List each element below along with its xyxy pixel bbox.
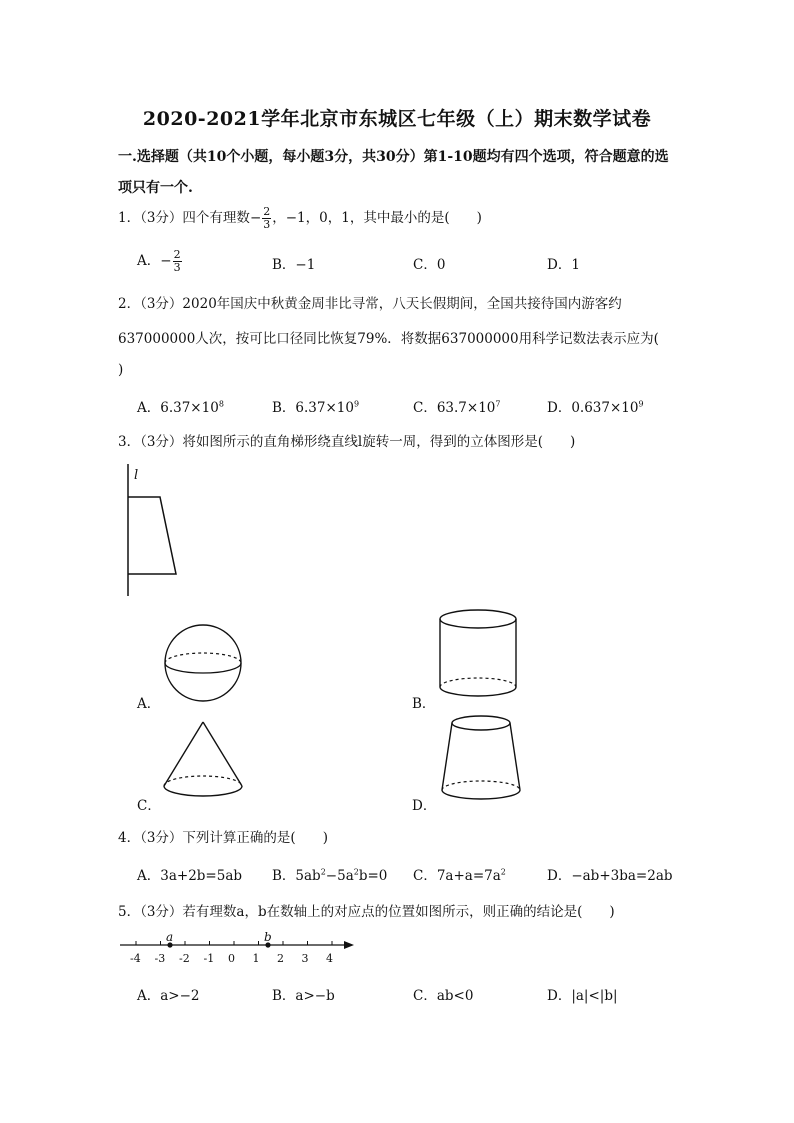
tick-label: 1	[252, 952, 260, 965]
q3-cone-figure	[160, 718, 250, 804]
q1-option-b: B．−1	[272, 257, 316, 273]
question-1	[118, 206, 482, 231]
q4-option-b: B．$5ab^2-5a^2b=0$	[272, 867, 388, 884]
point-a-label: a	[166, 930, 174, 944]
tick-label: 0	[228, 952, 235, 965]
q2-line3: )	[118, 362, 124, 378]
q2-option-a: A．$6.37\times 10^8$	[137, 399, 224, 416]
q5-option-c: C．ab<0	[413, 988, 474, 1004]
q2-line1: 2．（3分）2020年国庆中秋黄金周非比寻常，八天长假期间，全国共接待国内游客约	[118, 296, 622, 312]
q2-option-d: D．$0.637\times 10^9$	[547, 399, 644, 416]
q3-option-a: A．	[137, 696, 161, 712]
q4-option-d: D．−ab+3ba=2ab	[547, 868, 673, 884]
trapezoid-outline	[128, 497, 176, 574]
tick-label: -1	[203, 952, 215, 965]
question-3: 3．（3分）将如图所示的直角梯形绕直线l旋转一周，得到的立体图形是( )	[118, 434, 576, 450]
q1-fraction: $\frac{2}{3}$	[263, 205, 271, 231]
q1-option-c: C．0	[413, 257, 446, 273]
tick-label: 3	[301, 952, 309, 965]
q4-option-a: A．3a+2b=5ab	[137, 868, 243, 884]
q1-suffix: ，−1，0，1，其中最小的是( )	[272, 210, 482, 226]
axis-label-l: l	[134, 468, 139, 483]
page-title: 2020-2021学年北京市东城区七年级（上）期末数学试卷	[142, 108, 652, 130]
q3-option-c: C．	[137, 798, 161, 814]
q3-trapezoid-figure	[118, 462, 188, 602]
section-heading-line2: 项只有一个.	[118, 180, 193, 196]
q1-prefix: 1．（3分）四个有理数	[118, 210, 250, 226]
q2-line2: 637000000人次，按可比口径同比恢复79%．将数据637000000用科学记数法表示应为(	[118, 331, 659, 347]
q3-option-d: D．	[412, 798, 437, 814]
q3-option-b: B．	[412, 696, 436, 712]
q5-option-a: A．a>−2	[137, 988, 200, 1004]
q2-option-b: B．$6.37\times 10^9$	[272, 399, 360, 416]
q5-option-d: D．|a|<|b|	[547, 988, 618, 1004]
q3-sphere-figure	[160, 622, 250, 704]
question-4: 4．（3分）下列计算正确的是( )	[118, 830, 328, 846]
q5-option-b: B．a>−b	[272, 988, 335, 1004]
question-5: 5．（3分）若有理数a，b在数轴上的对应点的位置如图所示，则正确的结论是( )	[118, 904, 615, 920]
q2-option-c: C．$63.7\times 10^7$	[413, 399, 501, 416]
point-b-label: b	[264, 930, 272, 944]
q3-frustum-figure	[438, 714, 524, 806]
q1-option-d: D．1	[547, 257, 580, 273]
tick-label: 4	[326, 952, 333, 965]
q1-neg: −	[249, 210, 262, 226]
q3-cylinder-figure	[436, 608, 522, 700]
tick-label: 2	[277, 952, 284, 965]
tick-label: -3	[154, 952, 166, 965]
q1-option-a: A．− $\frac{2}{3}$	[137, 248, 181, 274]
section-heading-line1: 一.选择题（共10个小题，每小题3分，共30分）第1-10题均有四个选项，符合题意的选	[118, 149, 669, 165]
tick-label: -2	[179, 952, 190, 965]
q4-option-c: C．$7a+a=7a^2$	[413, 867, 506, 884]
tick-label: -4	[130, 952, 141, 965]
